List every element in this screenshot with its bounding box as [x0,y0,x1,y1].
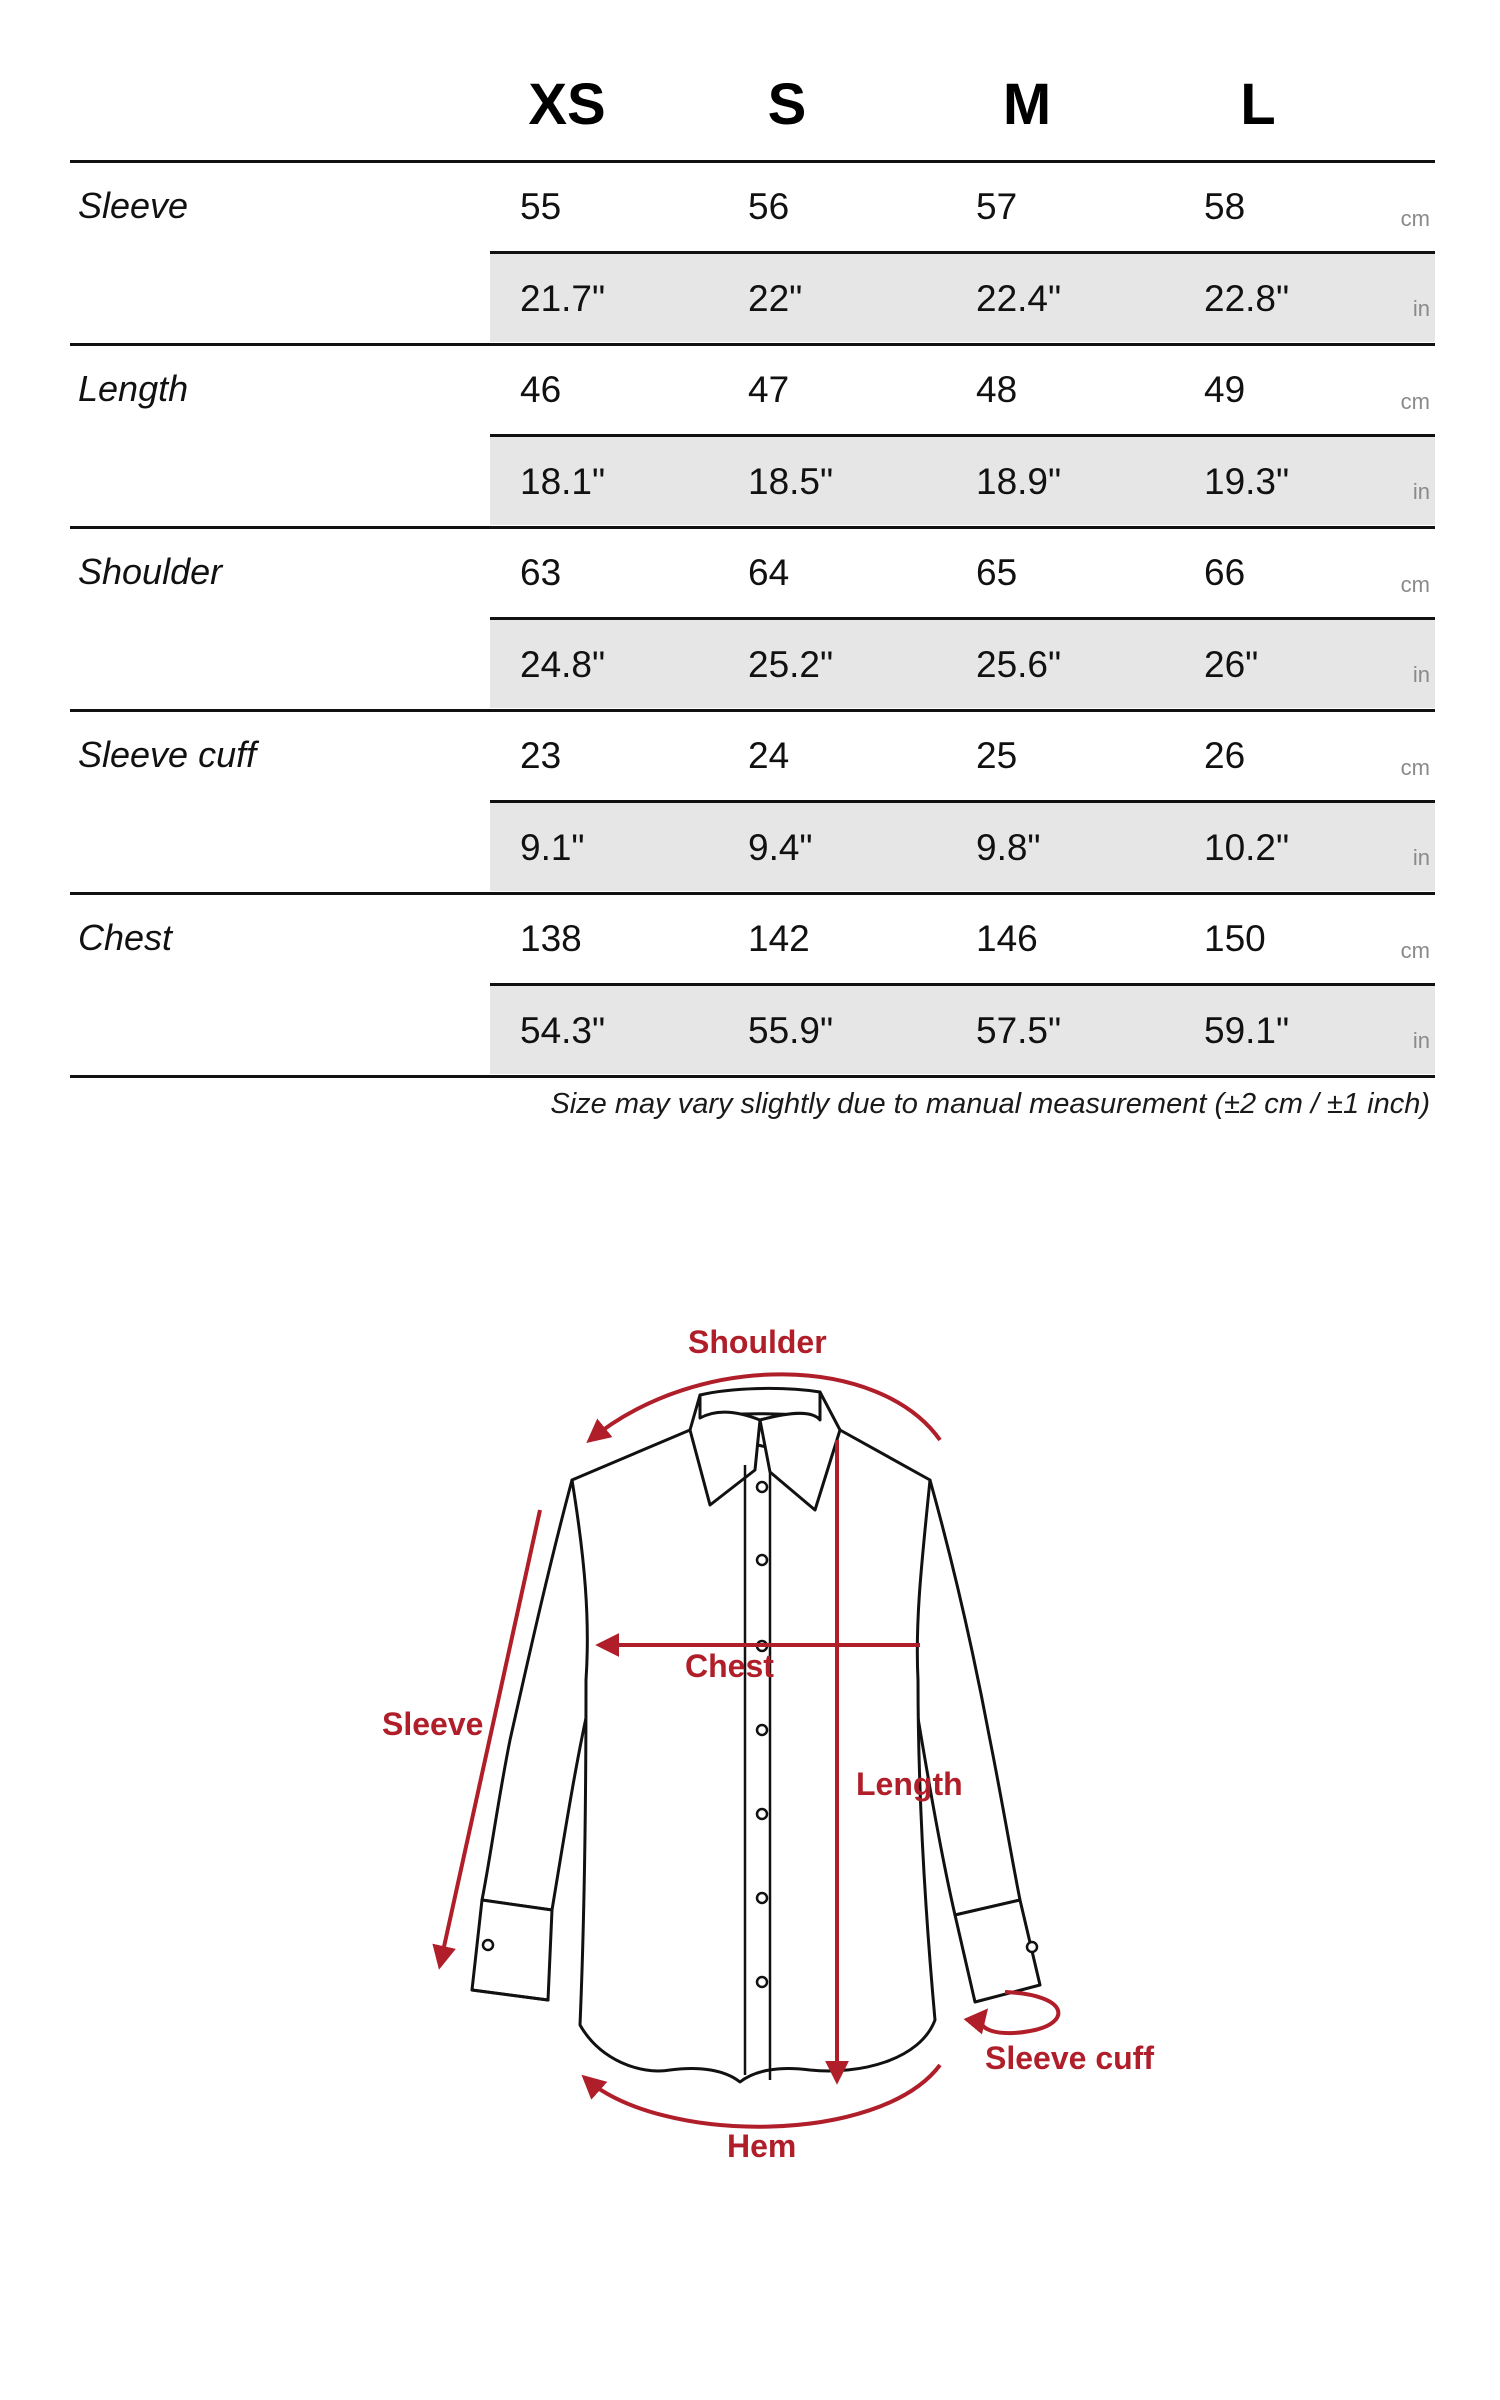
cell-in-m: 22.4" [976,278,1062,319]
hem-arrow [585,2065,940,2127]
label-hem: Hem [727,2128,797,2164]
cell-cm-xs: 138 [520,918,582,959]
cell-in-l: 26" [1204,644,1259,685]
cell-in-xs: 21.7" [520,278,606,319]
inch-row-background [490,437,1435,525]
inch-row-background [490,986,1435,1074]
unit-divider [490,251,1435,254]
cell-cm-l: 26 [1204,735,1246,776]
row-divider [70,526,1435,529]
cell-cm-l: 150 [1204,918,1266,959]
button-icon [757,1555,767,1565]
label-sleeve-cuff: Sleeve cuff [985,2040,1154,2076]
unit-cm: cm [1400,389,1430,414]
cell-cm-xs: 63 [520,552,562,593]
cell-in-m: 25.6" [976,644,1062,685]
measurement-label: Length [78,368,189,409]
cell-cm-m: 146 [976,918,1038,959]
cell-cm-s: 56 [748,186,790,227]
label-sleeve: Sleeve [382,1706,484,1742]
button-icon [757,1893,767,1903]
label-shoulder: Shoulder [688,1324,827,1360]
button-icon [757,1725,767,1735]
unit-divider [490,983,1435,986]
button-icon [757,1977,767,1987]
cell-in-m: 18.9" [976,461,1062,502]
cuff-button-icon [483,1940,493,1950]
unit-divider [490,434,1435,437]
unit-in: in [1412,479,1430,504]
shirt-illustration [0,1240,1500,2240]
label-chest: Chest [685,1648,774,1684]
cell-cm-m: 25 [976,735,1018,776]
cell-cm-xs: 46 [520,369,562,410]
cell-in-xs: 9.1" [520,827,585,868]
cell-in-xs: 54.3" [520,1010,606,1051]
cuff-button-icon [1027,1942,1037,1952]
cell-in-s: 22" [748,278,803,319]
unit-cm: cm [1400,755,1430,780]
unit-cm: cm [1400,572,1430,597]
cell-cm-m: 65 [976,552,1018,593]
cell-cm-l: 58 [1204,186,1246,227]
shirt-measurement-diagram [0,1240,1500,2240]
unit-cm: cm [1400,206,1430,231]
label-length: Length [856,1766,963,1802]
measurement-label: Shoulder [78,551,223,592]
cell-cm-xs: 55 [520,186,562,227]
unit-in: in [1412,845,1430,870]
button-icon [757,1482,767,1492]
cell-in-s: 9.4" [748,827,813,868]
cell-in-s: 25.2" [748,644,834,685]
cell-cm-l: 66 [1204,552,1246,593]
row-divider [70,709,1435,712]
measurement-footnote: Size may vary slightly due to manual measurement (±2 cm / ±1 inch) [550,1088,1430,1120]
cell-cm-xs: 23 [520,735,562,776]
cell-in-s: 18.5" [748,461,834,502]
measurement-label: Sleeve cuff [78,734,257,775]
unit-cm: cm [1400,938,1430,963]
size-chart-table [0,0,1500,1140]
unit-in: in [1412,1028,1430,1053]
measurement-label: Chest [78,917,173,958]
unit-in: in [1412,296,1430,321]
cell-in-l: 19.3" [1204,461,1290,502]
cell-in-s: 55.9" [748,1010,834,1051]
unit-in: in [1412,662,1430,687]
inch-row-background [490,803,1435,891]
shirt-outline [472,1388,1040,2082]
cell-cm-s: 24 [748,735,790,776]
cell-in-m: 9.8" [976,827,1041,868]
cell-in-xs: 18.1" [520,461,606,502]
size-header-m: M [1002,72,1052,137]
cell-in-m: 57.5" [976,1010,1062,1051]
inch-row-background [490,254,1435,342]
size-header-xs: XS [528,72,606,137]
cell-cm-s: 64 [748,552,790,593]
row-divider [70,892,1435,895]
cell-in-l: 22.8" [1204,278,1290,319]
unit-divider [490,800,1435,803]
measurement-label: Sleeve [78,185,189,226]
unit-divider [490,617,1435,620]
size-header-l: L [1240,72,1276,137]
cell-cm-m: 57 [976,186,1018,227]
inch-row-background [490,620,1435,708]
button-icon [757,1809,767,1819]
row-divider [70,343,1435,346]
cell-cm-l: 49 [1204,369,1246,410]
table-bottom-rule [70,1075,1435,1078]
cell-cm-s: 47 [748,369,790,410]
size-header-s: S [767,72,807,137]
cell-cm-m: 48 [976,369,1018,410]
cell-in-l: 10.2" [1204,827,1290,868]
cell-cm-s: 142 [748,918,810,959]
cell-in-xs: 24.8" [520,644,606,685]
row-divider [70,160,1435,163]
cell-in-l: 59.1" [1204,1010,1290,1051]
